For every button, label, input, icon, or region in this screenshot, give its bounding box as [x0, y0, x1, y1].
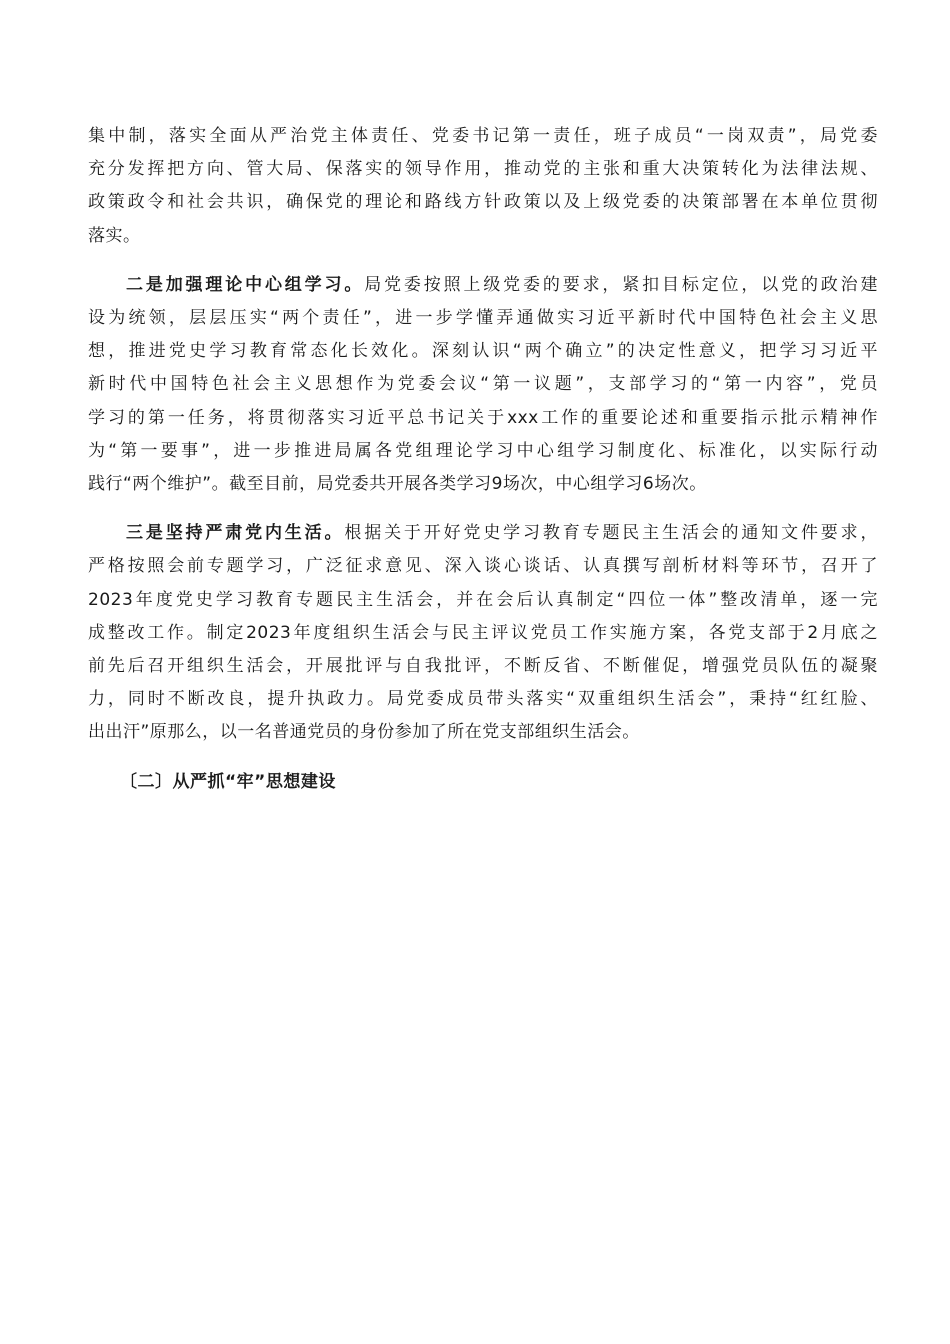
paragraph-2: [88, 269, 878, 501]
text-line: 想，推进党史学习教育常态化长效化。深刻认识“两个确立”的决定性意义，把学习习近平: [88, 341, 878, 362]
paragraph-first-line: [88, 269, 878, 302]
text-line: 严格按照会前专题学习，广泛征求意见、深入谈心谈话、认真撰写剖析材料等环节，召开了: [88, 556, 878, 577]
text-line: 设为统领，层层压实“两个责任”，进一步学懂弄通做实习近平新时代中国特色社会主义思: [88, 308, 878, 329]
paragraph-lead: 三是坚持严肃党内生活。: [126, 523, 345, 544]
text-line: 新时代中国特色社会主义思想作为党委会议“第一议题”，支部学习的“第一内容”，党员: [88, 374, 878, 395]
paragraph-first-line: [88, 517, 878, 550]
text-line: 前先后召开组织生活会，开展批评与自我批评，不断反省、不断催促，增强党员队伍的凝聚: [88, 656, 878, 677]
paragraph-first-rest: 根据关于开好党史学习教育专题民主生活会的通知文件要求，: [344, 523, 879, 544]
paragraph-3: [88, 517, 878, 749]
text-line: 成整改工作。制定2023年度组织生活会与民主评议党员工作实施方案，各党支部于2月底之: [88, 622, 878, 643]
text-line: 力，同时不断改良，提升执政力。局党委成员带头落实“双重组织生活会”，秉持“红红脸、: [88, 689, 878, 710]
text-line: 践行“两个维护”。截至目前，局党委共开展各类学习9场次，中心组学习6场次。: [88, 474, 707, 495]
text-line: 2023年度党史学习教育专题民主生活会，并在会后认真制定“四位一体”整改清单，逐一完: [88, 589, 878, 610]
text-line: 政策政令和社会共识，确保党的理论和路线方针政策以及上级党委的决策部署在本单位贯彻: [88, 192, 878, 213]
section-heading: 〔二〕从严抓“牢”思想建设: [120, 771, 336, 792]
paragraph-first-rest: 局党委按照上级党委的要求，紧扣目标定位，以党的政治建: [364, 274, 879, 295]
text-line: 落实。: [88, 225, 141, 246]
text-line: 集中制，落实全面从严治党主体责任、党委书记第一责任，班子成员“一岗双责”，局党委: [88, 126, 878, 146]
document-page: [88, 120, 878, 799]
text-line: 充分发挥把方向、管大局、保落实的领导作用，推动党的主张和重大决策转化为法律法规、: [88, 159, 878, 180]
paragraph-1: [88, 120, 878, 253]
paragraph-lead: 二是加强理论中心组学习。: [126, 274, 365, 295]
text-line: 学习的第一任务，将贯彻落实习近平总书记关于xxx工作的重要论述和重要指示批示精神作: [88, 407, 878, 428]
text-line: 出出汗”原那么，以一名普通党员的身份参加了所在党支部组织生活会。: [88, 722, 640, 743]
text-line: 为“第一要事”，进一步推进局属各党组理论学习中心组学习制度化、标准化，以实际行动: [88, 440, 878, 461]
